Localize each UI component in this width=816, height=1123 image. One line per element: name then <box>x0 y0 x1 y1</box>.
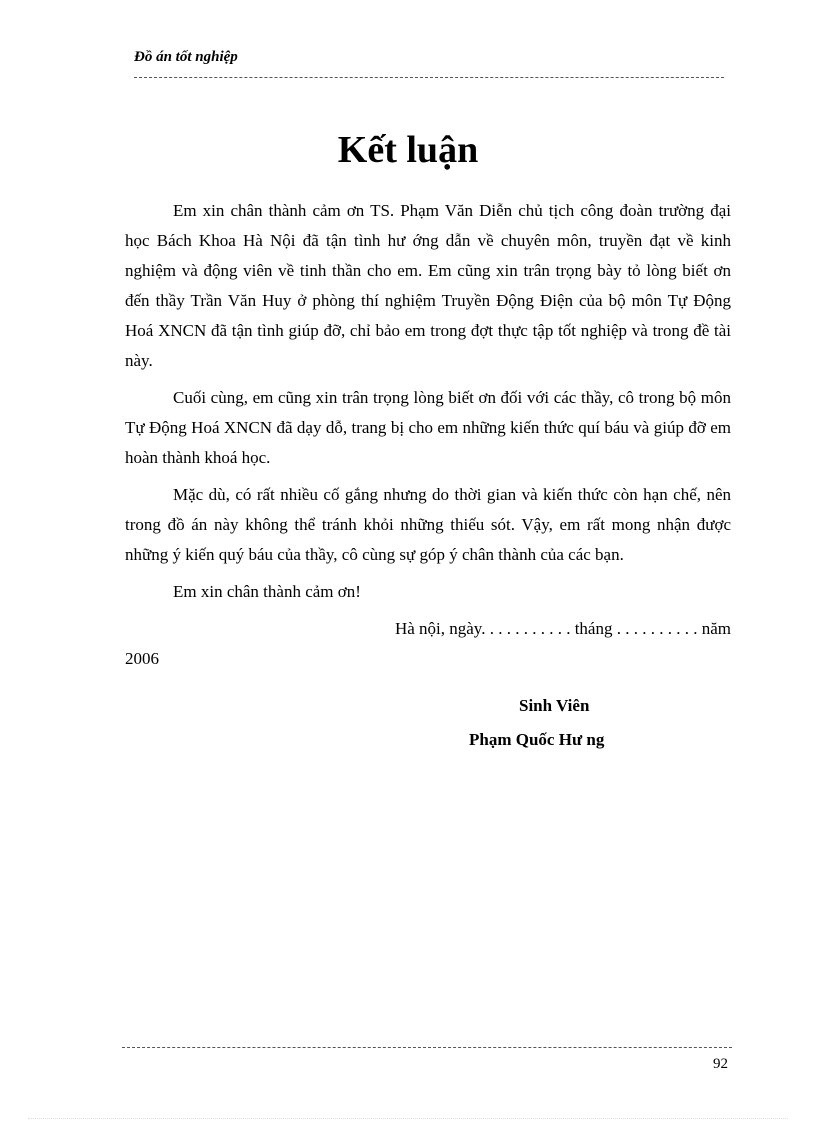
page-edge-line <box>28 1118 788 1119</box>
page-title: Kết luận <box>337 129 479 171</box>
page-number: 92 <box>713 1056 728 1072</box>
paragraph-acknowledgement: Em xin chân thành cảm ơn TS. Phạm Văn Diễn chủ tịch công đoàn trường đại học Bách Khoa Hà Nội đã tận tình hư ớng dẫn về chuyên môn, truyền đạt về kinh nghiệm và động viên về tinh thần cho em. Em cũng xin trân trọng bày tỏ lòng biết ơn đến thầy Trần Văn Huy ở phòng thí nghiệm Truyền Động Điện của bộ môn Tự Động Hoá XNCN đã tận tình giúp đỡ, chỉ bảo em trong đợt thực tập tốt nghiệp và trong đề tài này. <box>125 201 731 370</box>
header-title: Đồ án tốt nghiệp <box>134 49 238 65</box>
document-body <box>125 196 731 755</box>
header-divider <box>134 77 724 78</box>
paragraph-closing: Em xin chân thành cảm ơn! <box>173 582 361 601</box>
paragraph-apology: Mặc dù, có rất nhiều cố gắng nhưng do thời gian và kiến thức còn hạn chế, nên trong đồ án này không thể tránh khỏi những thiếu sót. Vậy, em rất mong nhận được những ý kiến quý báu của thầy, cô cùng sự góp ý chân thành của các bạn. <box>125 485 731 564</box>
date-line: Hà nội, ngày. . . . . . . . . . . tháng . . . . . . . . . . năm <box>394 619 731 638</box>
signature-name: Phạm Quốc Hư ng <box>469 730 605 749</box>
signature-role: Sinh Viên <box>519 696 590 715</box>
date-year: 2006 <box>125 649 159 668</box>
footer-divider <box>122 1047 732 1048</box>
paragraph-thanks-teachers: Cuối cùng, em cũng xin trân trọng lòng biết ơn đối với các thầy, cô trong bộ môn Tự Động Hoá XNCN đã dạy dỗ, trang bị cho em những kiến thức quí báu và giúp đỡ em hoàn thành khoá học. <box>125 388 731 467</box>
